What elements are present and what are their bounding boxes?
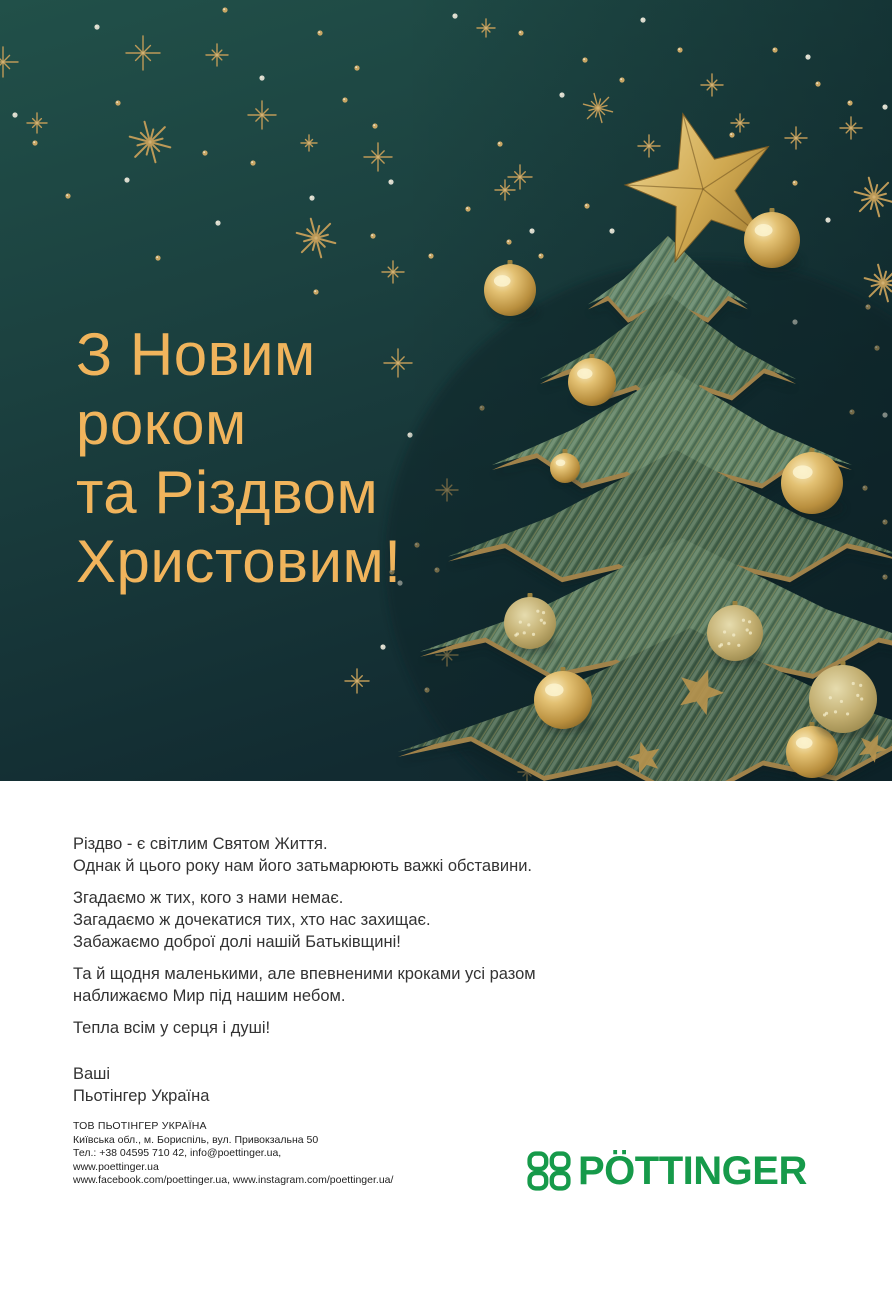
company-address: Київська обл., м. Бориспіль, вул. Привокзальна 50 (73, 1133, 319, 1146)
message-line: наближаємо Мир під нашим небом. (73, 987, 346, 1005)
signature-line: Пьотінгер Україна (73, 1087, 210, 1105)
contact-block (73, 1120, 493, 1188)
company-website: www.poettinger.ua (73, 1160, 159, 1173)
message-paragraph (73, 887, 633, 953)
message-line: Різдво - є світлим Святом Життя. (73, 835, 328, 853)
headline-line: та Різдвом (76, 459, 379, 526)
headline-line: роком (76, 390, 247, 457)
company-phone-email: Тел.: +38 04595 710 42, info@poettinger.ua, (73, 1147, 282, 1159)
message-section (73, 833, 633, 1117)
headline-line: З Новим (76, 321, 316, 388)
headline (76, 320, 401, 596)
message-line: Забажаємо доброї долі нашій Батьківщині! (73, 933, 401, 951)
message-paragraph (73, 1017, 633, 1039)
message-line: Тепла всім у серця і душі! (73, 1019, 271, 1037)
company-socials: www.facebook.com/poettinger.ua, www.instagram.com/poettinger.ua/ (73, 1174, 394, 1186)
signature (73, 1063, 633, 1107)
message-line: Згадаємо ж тих, кого з нами немає. (73, 889, 344, 907)
poettinger-logo (527, 1149, 832, 1193)
message-paragraph (73, 963, 633, 1007)
message-paragraph (73, 833, 633, 877)
message-line: Однак й цього року нам його затьмарюють важкі обставини. (73, 857, 533, 875)
company-name: ТОВ ПЬОТІНГЕР УКРАЇНА (73, 1120, 207, 1132)
message-line: Та й щодня маленькими, але впевненими кроками усі разом (73, 965, 536, 983)
headline-line: Христовим! (76, 528, 402, 595)
message-line: Загадаємо ж дочекатися тих, хто нас захищає. (73, 911, 431, 929)
logo-wordmark: PÖTTINGER (578, 1149, 807, 1193)
clover-icon (527, 1151, 571, 1191)
signature-line: Ваші (73, 1065, 111, 1083)
